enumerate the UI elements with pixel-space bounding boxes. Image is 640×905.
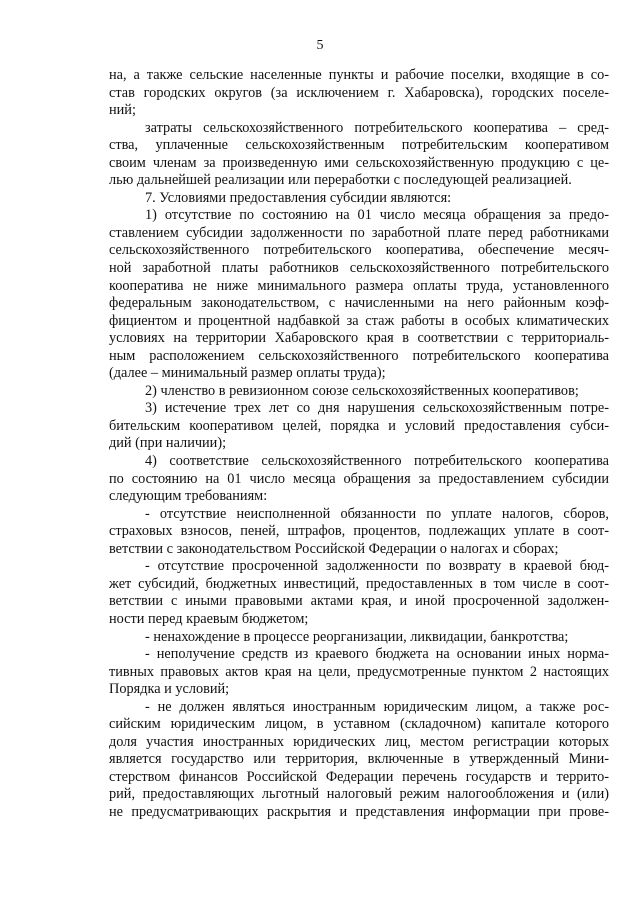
text-line: - отсутствие неисполненной обязанности по уплате налогов, сборов, bbox=[145, 505, 609, 522]
text-line: 4) соответствие сельскохозяйственного потребительского кооператива bbox=[145, 453, 609, 470]
text-line: условиях на территории Хабаровского края в соответствии с территориаль- bbox=[109, 330, 609, 347]
text-line: (далее – минимальный размер оплаты труда); bbox=[109, 365, 386, 382]
text-line: своим членам за произведенную ими сельскохозяйственную продукцию с це- bbox=[109, 154, 609, 171]
text-line: ставлением субсидии задолженности по заработной плате перед работниками bbox=[109, 224, 609, 241]
text-line: бительским кооперативом целей, порядка и условий предоставления субси- bbox=[109, 417, 609, 434]
text-line: ным расположением сельскохозяйственного потребительского кооператива bbox=[109, 347, 609, 364]
text-line: 1) отсутствие по состоянию на 01 число месяца обращения за предо- bbox=[145, 207, 609, 224]
text-line: 3) истечение трех лет со дня нарушения сельскохозяйственным потре- bbox=[145, 400, 609, 417]
text-line: 2) членство в ревизионном союзе сельскохозяйственных кооперативов; bbox=[145, 382, 579, 399]
text-line: федеральным законодательством, с начисленными на него районным коэф- bbox=[109, 295, 609, 312]
text-line: следующим требованиям: bbox=[109, 488, 268, 505]
text-line: не предусматривающих раскрытия и представления информации при прове- bbox=[109, 803, 609, 820]
text-line: став городских округов (за исключением г. Хабаровска), городских поселе- bbox=[109, 84, 609, 101]
text-line: ветствии с законодательством Российской Федерации о налогах и сборах; bbox=[109, 540, 559, 557]
text-line: Порядка и условий; bbox=[109, 681, 230, 698]
text-line: сельскохозяйственного потребительского кооператива, обеспечение месяч- bbox=[109, 242, 609, 259]
text-line: ний; bbox=[109, 102, 136, 119]
text-line: ства, уплаченные сельскохозяйственным потребительским кооперативом bbox=[109, 137, 609, 154]
text-line: кооператива не ниже минимального размера оплаты труда, установленного bbox=[109, 277, 609, 294]
text-line: стерством финансов Российской Федерации перечень государств и террито- bbox=[109, 768, 609, 785]
text-line: - отсутствие просроченной задолженности по возврату в краевой бюд- bbox=[145, 558, 609, 575]
text-line: фициентом и процентной надбавкой за стаж работы в особых климатических bbox=[109, 312, 609, 329]
text-line: на, а также сельские населенные пункты и рабочие поселки, входящие в со- bbox=[109, 67, 609, 83]
text-line: рий, предоставляющих льготный налоговый режим налогообложения и (или) bbox=[109, 786, 609, 803]
text-line: страховых взносов, пеней, штрафов, процентов, подлежащих уплате в соот- bbox=[109, 523, 609, 540]
text-line: ветствии с иными правовыми актами края, и иной просроченной задолжен- bbox=[109, 593, 609, 610]
text-line: сийским юридическим лицом, в уставном (складочном) капитале которого bbox=[109, 716, 609, 733]
text-line: 7. Условиями предоставления субсидии являются: bbox=[145, 189, 452, 206]
text-line: - не должен являться иностранным юридическим лицом, а также рос- bbox=[145, 698, 609, 715]
text-line: затраты сельскохозяйственного потребительского кооператива – сред- bbox=[145, 119, 609, 136]
text-line: жет субсидий, бюджетных инвестиций, предоставленных в том числе в соот- bbox=[109, 575, 609, 592]
text-line: является государство или территория, включенные в утвержденный Мини- bbox=[109, 751, 609, 768]
page-number: 5 bbox=[316, 38, 324, 53]
text-line: ной заработной платы работников сельскохозяйственного потребительского bbox=[109, 260, 609, 277]
text-line: доля участия иностранных юридических лиц, местом регистрации которых bbox=[109, 733, 609, 750]
text-line: дий (при наличии); bbox=[109, 435, 227, 452]
text-line: тивных правовых актов края на цели, предусмотренные пунктом 2 настоящих bbox=[109, 663, 609, 680]
text-line: лью дальнейшей реализации или переработки с последующей реализацией. bbox=[109, 172, 572, 189]
text-line: - неполучение средств из краевого бюджета на основании иных норма- bbox=[145, 646, 609, 663]
text-line: по состоянию на 01 число месяца обращения за предоставлением субсидии bbox=[109, 470, 609, 487]
text-line: - ненахождение в процессе реорганизации, ликвидации, банкротства; bbox=[145, 628, 569, 645]
document-body bbox=[109, 67, 609, 822]
text-line: ности перед краевым бюджетом; bbox=[109, 610, 309, 627]
